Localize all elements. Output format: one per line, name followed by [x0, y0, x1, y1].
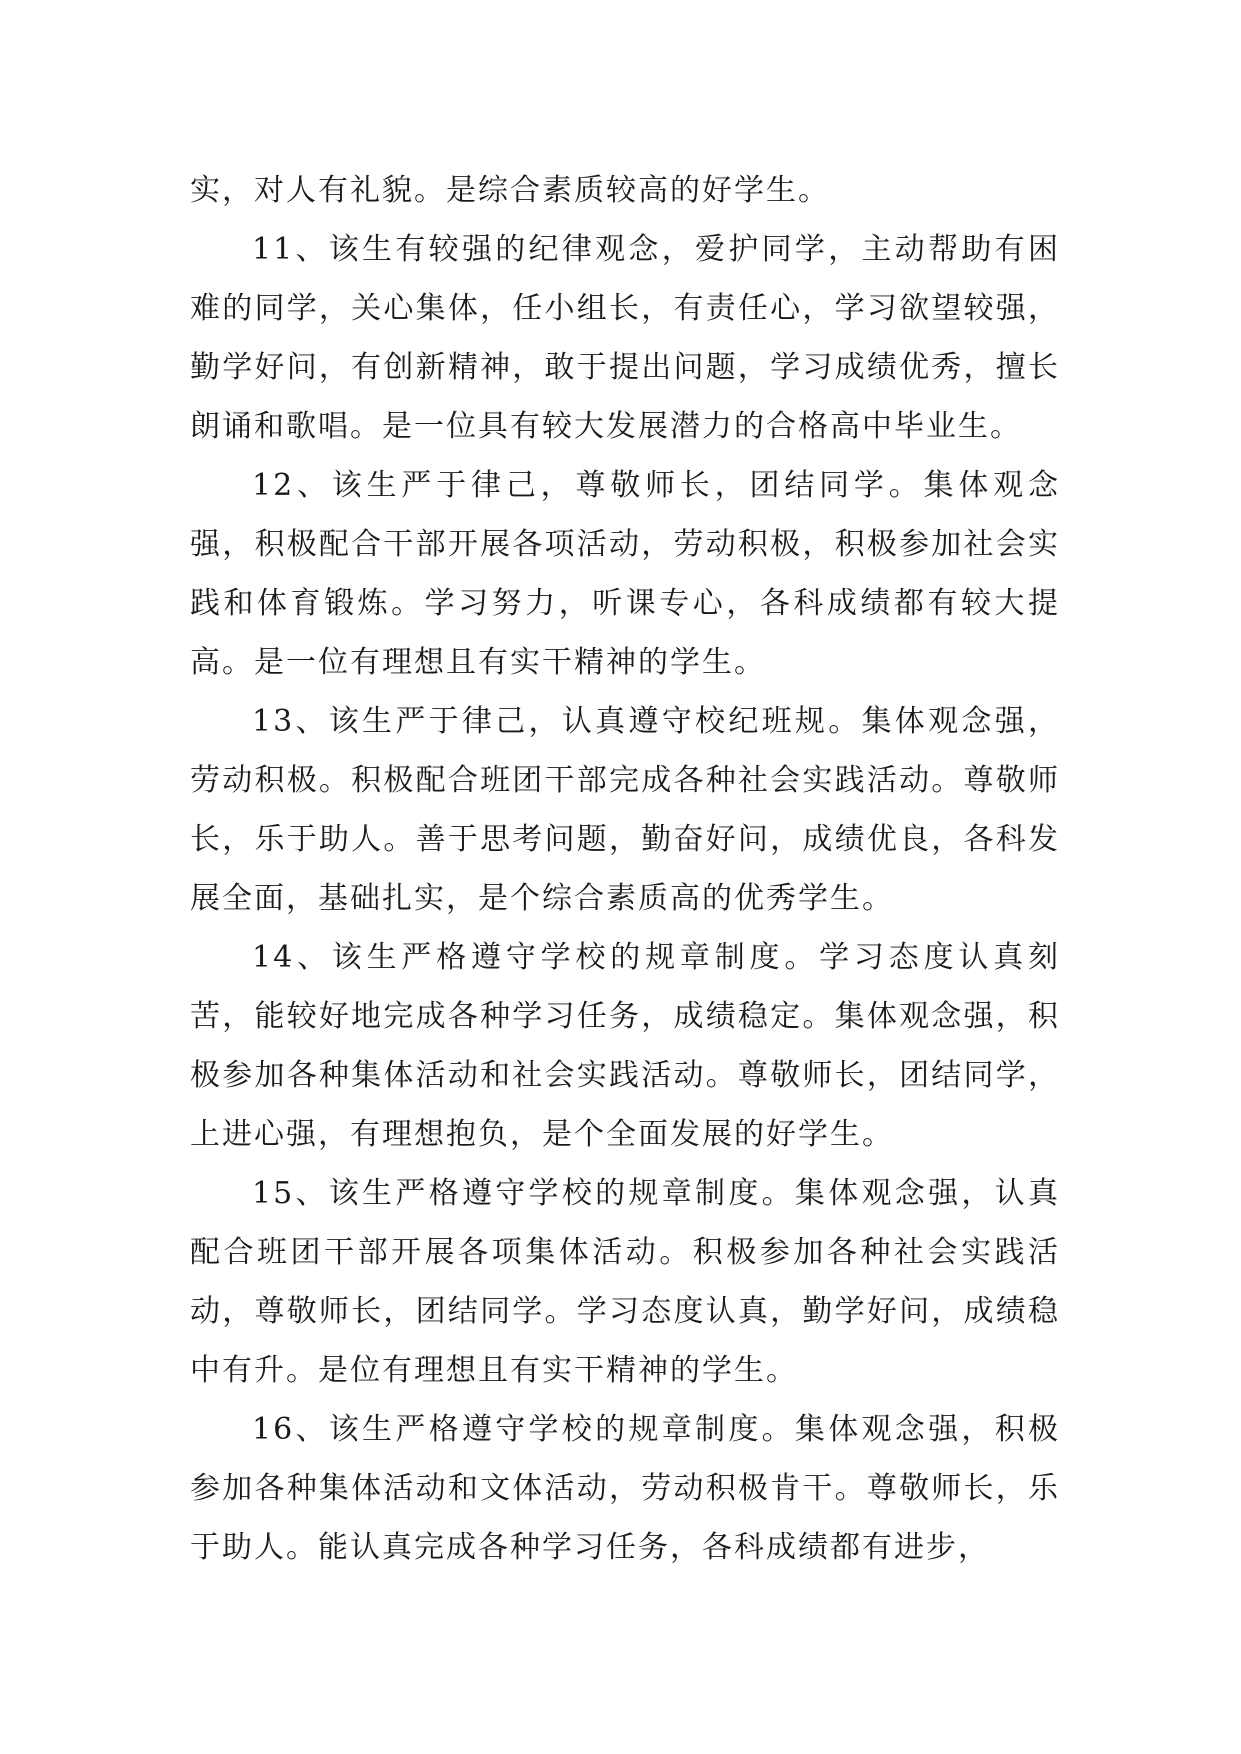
paragraph-16: 16、该生严格遵守学校的规章制度。集体观念强，积极参加各种集体活动和文体活动，劳动积极肯干。尊敬师长，乐于助人。能认真完成各种学习任务，各科成绩都有进步，	[190, 1412, 1060, 1565]
document-body	[190, 161, 1060, 1577]
paragraph-13: 13、该生严于律己，认真遵守校纪班规。集体观念强，劳动积极。积极配合班团干部完成各种社会实践活动。尊敬师长，乐于助人。善于思考问题，勤奋好问，成绩优良，各科发展全面，基础扎实，是个综合素质高的优秀学生。	[190, 704, 1060, 916]
paragraph-12: 12、该生严于律己，尊敬师长，团结同学。集体观念强，积极配合干部开展各项活动，劳动积极，积极参加社会实践和体育锻炼。学习努力，听课专心，各科成绩都有较大提高。是一位有理想且有实干精神的学生。	[190, 468, 1060, 680]
paragraph-11: 11、该生有较强的纪律观念，爱护同学，主动帮助有困难的同学，关心集体，任小组长，有责任心，学习欲望较强，勤学好问，有创新精神，敢于提出问题，学习成绩优秀，擅长朗诵和歌唱。是一位具有较大发展潜力的合格高中毕业生。	[190, 232, 1060, 444]
paragraph-continued: 实，对人有礼貌。是综合素质较高的好学生。	[190, 173, 830, 208]
paragraph-15: 15、该生严格遵守学校的规章制度。集体观念强，认真配合班团干部开展各项集体活动。积极参加各种社会实践活动，尊敬师长，团结同学。学习态度认真，勤学好问，成绩稳中有升。是位有理想且有实干精神的学生。	[190, 1176, 1060, 1388]
paragraph-14: 14、该生严格遵守学校的规章制度。学习态度认真刻苦，能较好地完成各种学习任务，成绩稳定。集体观念强，积极参加各种集体活动和社会实践活动。尊敬师长，团结同学，上进心强，有理想抱负，是个全面发展的好学生。	[190, 940, 1060, 1152]
